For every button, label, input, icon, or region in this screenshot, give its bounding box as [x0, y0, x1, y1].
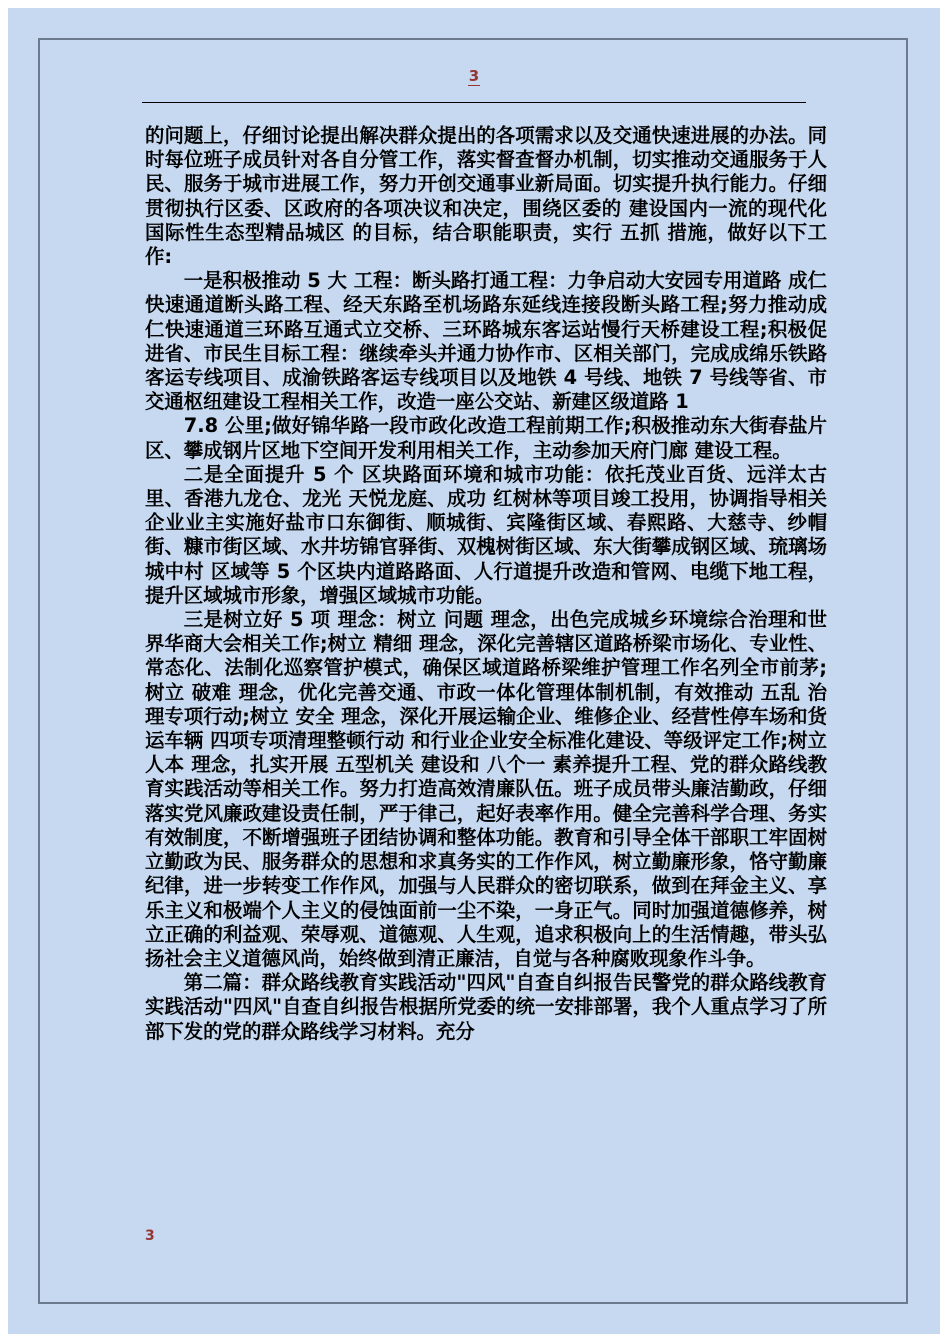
- document-page: [8, 8, 940, 1334]
- header-page-number-text: 3: [468, 67, 480, 85]
- header-page-number: [8, 67, 940, 85]
- paragraph: 的问题上，仔细讨论提出解决群众提出的各项需求以及交通快速进展的办法。同时每位班子成员针对各自分管工作，落实督查督办机制，切实推动交通服务于人民、服务于城市进展工作，努力开创交通事业新局面。切实提升执行能力。仔细贯彻执行区委、区政府的各项决议和决定，围绕区委的 建设国内一流的现代化国际性生态型精品城区 的目标，结合职能职责，实行 五抓 措施，做好以下工作:: [145, 124, 827, 269]
- paragraph: 第二篇：群众路线教育实践活动"四风"自查自纠报告民警党的群众路线教育实践活动"四风"自查自纠报告根据所党委的统一安排部署，我个人重点学习了所部下发的党的群众路线学习材料。充分: [145, 971, 827, 1043]
- paragraph: 一是积极推动 5 大 工程：断头路打通工程：力争启动大安园专用道路 成仁快速通道断头路工程、经天东路至机场路东延线连接段断头路工程;努力推动成仁快速通道三环路互通式立交桥、三环路城东客运站慢行天桥建设工程;积极促进省、市民生目标工程：继续牵头并通力协作市、区相关部门，完成成绵乐铁路客运专线项目、成渝铁路客运专线项目以及地铁 4 号线、地铁 7 号线等省、市交通枢纽建设工程相关工作，改造一座公交站、新建区级道路 1: [145, 269, 827, 414]
- footer-page-number: 3: [145, 1228, 155, 1244]
- header-rule: [142, 102, 806, 103]
- document-body: [145, 124, 827, 1044]
- paragraph: 7.8 公里;做好锦华路一段市政化改造工程前期工作;积极推动东大街春盐片区、攀成钢片区地下空间开发利用相关工作，主动参加天府门廊 建设工程。: [145, 414, 827, 462]
- paragraph: 三是树立好 5 项 理念：树立 问题 理念，出色完成城乡环境综合治理和世界华商大会相关工作;树立 精细 理念，深化完善辖区道路桥梁市场化、专业性、常态化、法制化巡察管护模式，确保区域道路桥梁维护管理工作名列全市前茅;树立 破难 理念，优化完善交通、市政一体化管理体制机制，有效推动 五乱 治理专项行动;树立 安全 理念，深化开展运输企业、维修企业、经营性停车场和货运车辆 四项专项清理整顿行动 和行业企业安全标准化建设、等级评定工作;树立 人本 理念，扎实开展 五型机关 建设和 八个一 素养提升工程、党的群众路线教育实践活动等相关工作。努力打造高效清廉队伍。班子成员带头廉洁勤政，仔细落实党风廉政建设责任制，严于律己，起好表率作用。健全完善科学合理、务实有效制度，不断增强班子团结协调和整体功能。教育和引导全体干部职工牢固树立勤政为民、服务群众的思想和求真务实的工作作风，树立勤廉形象，恪守勤廉纪律，进一步转变工作作风，加强与人民群众的密切联系，做到在拜金主义、享乐主义和极端个人主义的侵蚀面前一尘不染，一身正气。同时加强道德修养，树立正确的利益观、荣辱观、道德观、人生观，追求积极向上的生活情趣，带头弘扬社会主义道德风尚，始终做到清正廉洁，自觉与各种腐败现象作斗争。: [145, 608, 827, 970]
- paragraph: 二是全面提升 5 个 区块路面环境和城市功能：依托茂业百货、远洋太古里、香港九龙仓、龙光 天悦龙庭、成功 红树林等项目竣工投用，协调指导相关企业业主实施好盐市口东御街、顺城街、宾隆街区域、春熙路、大慈寺、纱帽街、糠市街区域、水井坊锦官驿街、双槐树街区域、东大街攀成钢区域、琉璃场 城中村 区域等 5 个区块内道路路面、人行道提升改造和管网、电缆下地工程，提升区域城市形象，增强区域城市功能。: [145, 462, 827, 607]
